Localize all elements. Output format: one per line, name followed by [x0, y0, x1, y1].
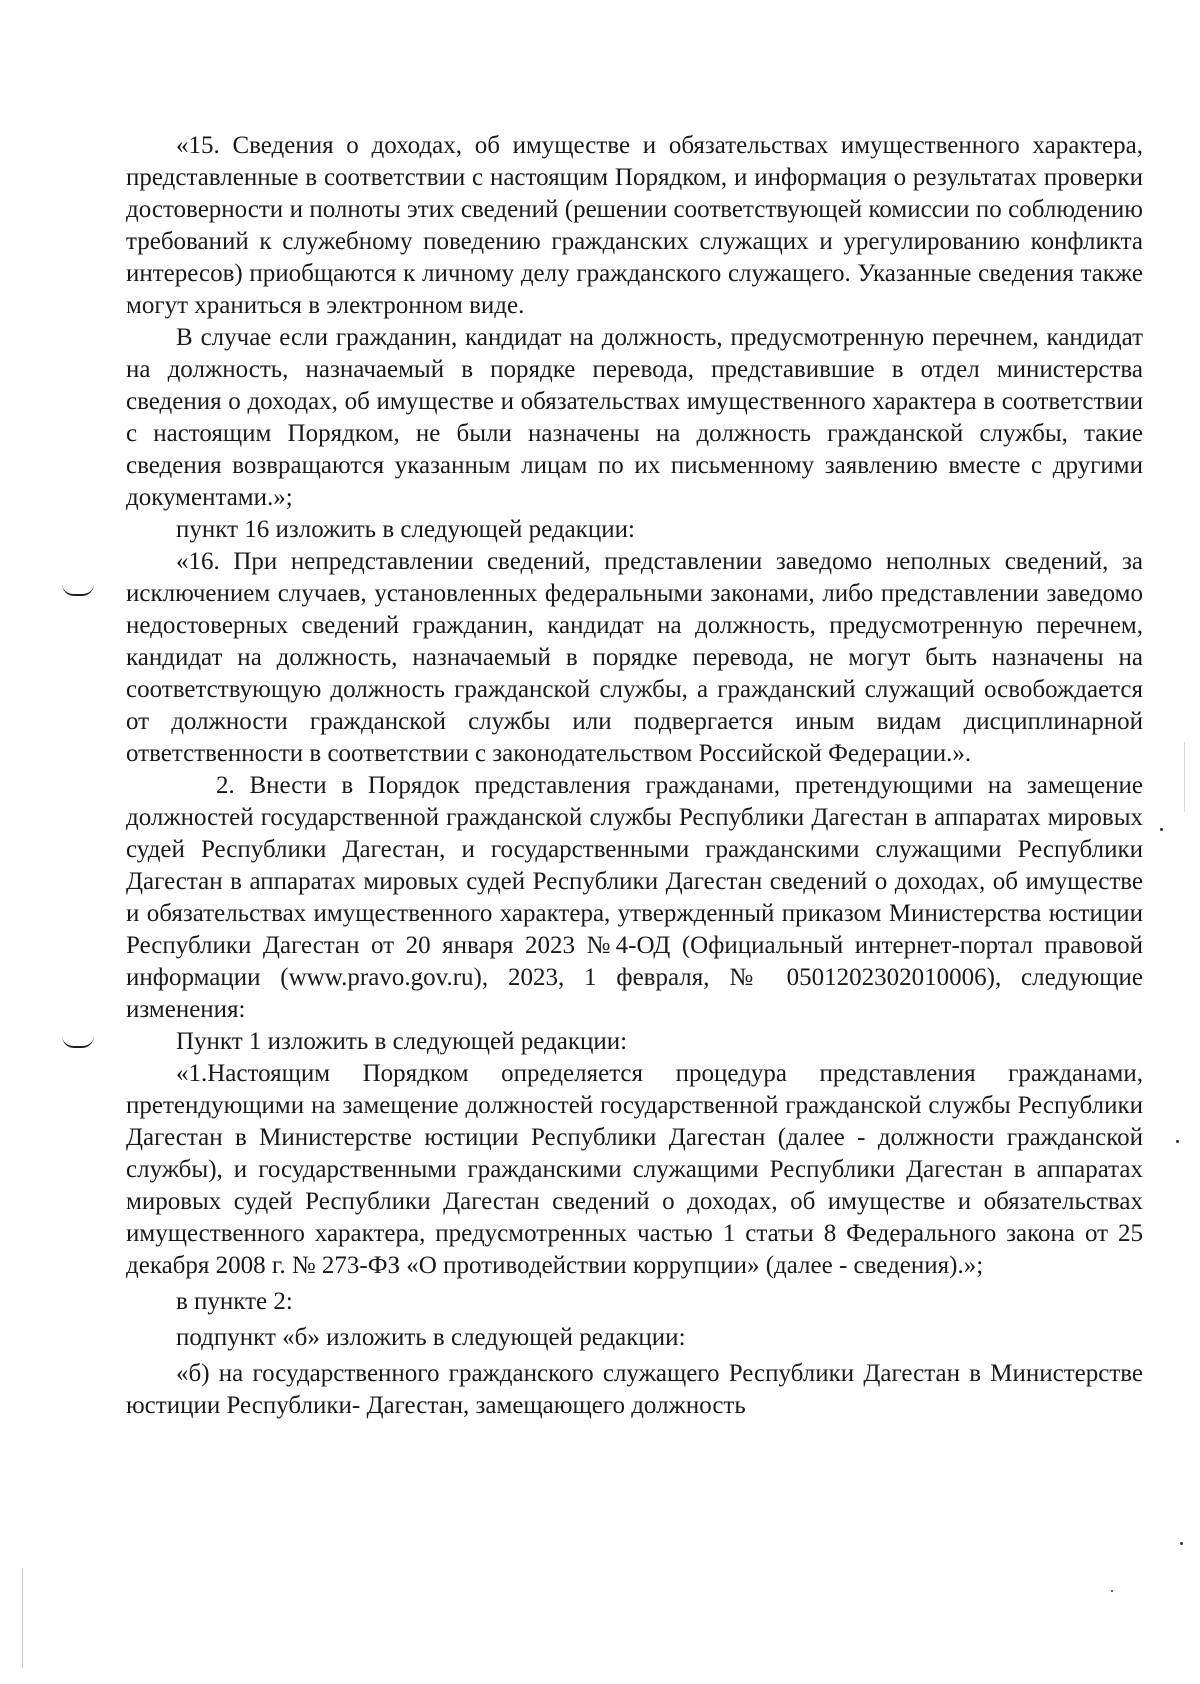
document-body: [126, 130, 1143, 1422]
scan-speck: [1111, 1590, 1113, 1592]
paragraph-item-16-intro: пункт 16 изложить в следующей редакции:: [176, 516, 635, 543]
scan-speck: [1160, 828, 1163, 831]
scan-speck: [1180, 1542, 1183, 1545]
scan-edge-line: [22, 1568, 23, 1668]
margin-mark: [62, 584, 94, 596]
paragraph-subitem-b: «б) на государственного гражданского служащего Республики Дагестан в Министерстве юстиции Республики- Дагестан, замещающего должность: [126, 1360, 1143, 1419]
paragraph-return-of-documents: В случае если гражданин, кандидат на должность, предусмотренную перечнем, кандидат на должность, назначаемый в порядке перевода, представившие в отдел министерства сведения о доходах, об имуществе и обязательствах имущественного характера в соответствии с настоящим Порядком, не были назначены на должность гражданской службы, такие сведения возвращаются указанным лицам по их письменному заявлению вместе с другими документами.»;: [126, 324, 1143, 511]
paragraph-item-1-intro: Пункт 1 изложить в следующей редакции:: [176, 1028, 628, 1055]
paragraph-subitem-b-intro: подпункт «б» изложить в следующей редакции:: [176, 1324, 686, 1351]
paragraph-section-2: 2. Внести в Порядок представления гражданами, претендующими на замещение должностей государственной гражданской службы Республики Дагестан в аппаратах мировых судей Республики Дагестан, и государственными гражданскими служащими Республики Дагестан в аппаратах мировых судей Республики Дагестан сведений о доходах, об имуществе и обязательствах имущественного характера, утвержденный приказом Министерства юстиции Республики Дагестан от 20 января 2023 №4-ОД (Официальный интернет-портал правовой информации (www.pravo.gov.ru), 2023, 1 февраля, № 0501202302010006), следующие изменения:: [126, 772, 1143, 1023]
margin-mark: [62, 1036, 94, 1048]
scan-speck: [1176, 1140, 1179, 1143]
scan-edge-line: [1184, 742, 1185, 812]
paragraph-item-16: «16. При непредставлении сведений, представлении заведомо неполных сведений, за исключением случаев, установленных федеральными законами, либо представлении заведомо недостоверных сведений гражданин, кандидат на должность, предусмотренную перечнем, кандидат на должность, назначаемый в порядке перевода, не могут быть назначены на соответствующую должность гражданской службы, а гражданский служащий освобождается от должности гражданской службы или подвергается иным видам дисциплинарной ответственности в соответствии с законодательством Российской Федерации.».: [126, 548, 1143, 767]
paragraph-item-15: «15. Сведения о доходах, об имуществе и обязательствах имущественного характера, представленные в соответствии с настоящим Порядком, и информация о результатах проверки достоверности и полноты этих сведений (решении соответствующей комиссии по соблюдению требований к служебному поведению гражданских служащих и урегулированию конфликта интересов) приобщаются к личному делу гражданского служащего. Указанные сведения также могут храниться в электронном виде.: [126, 132, 1143, 319]
paragraph-item-2-intro: в пункте 2:: [176, 1288, 293, 1315]
paragraph-item-1: «1.Настоящим Порядком определяется процедура представления гражданами, претендующими на замещение должностей государственной гражданской службы Республики Дагестан в Министерстве юстиции Республики Дагестан (далее - должности гражданской службы), и государственными гражданскими служащими Республики Дагестан в аппаратах мировых судей Республики Дагестан сведений о доходах, об имуществе и обязательствах имущественного характера, предусмотренных частью 1 статьи 8 Федерального закона от 25 декабря 2008 г. № 273-ФЗ «О противодействии коррупции» (далее - сведения).»;: [126, 1060, 1143, 1279]
